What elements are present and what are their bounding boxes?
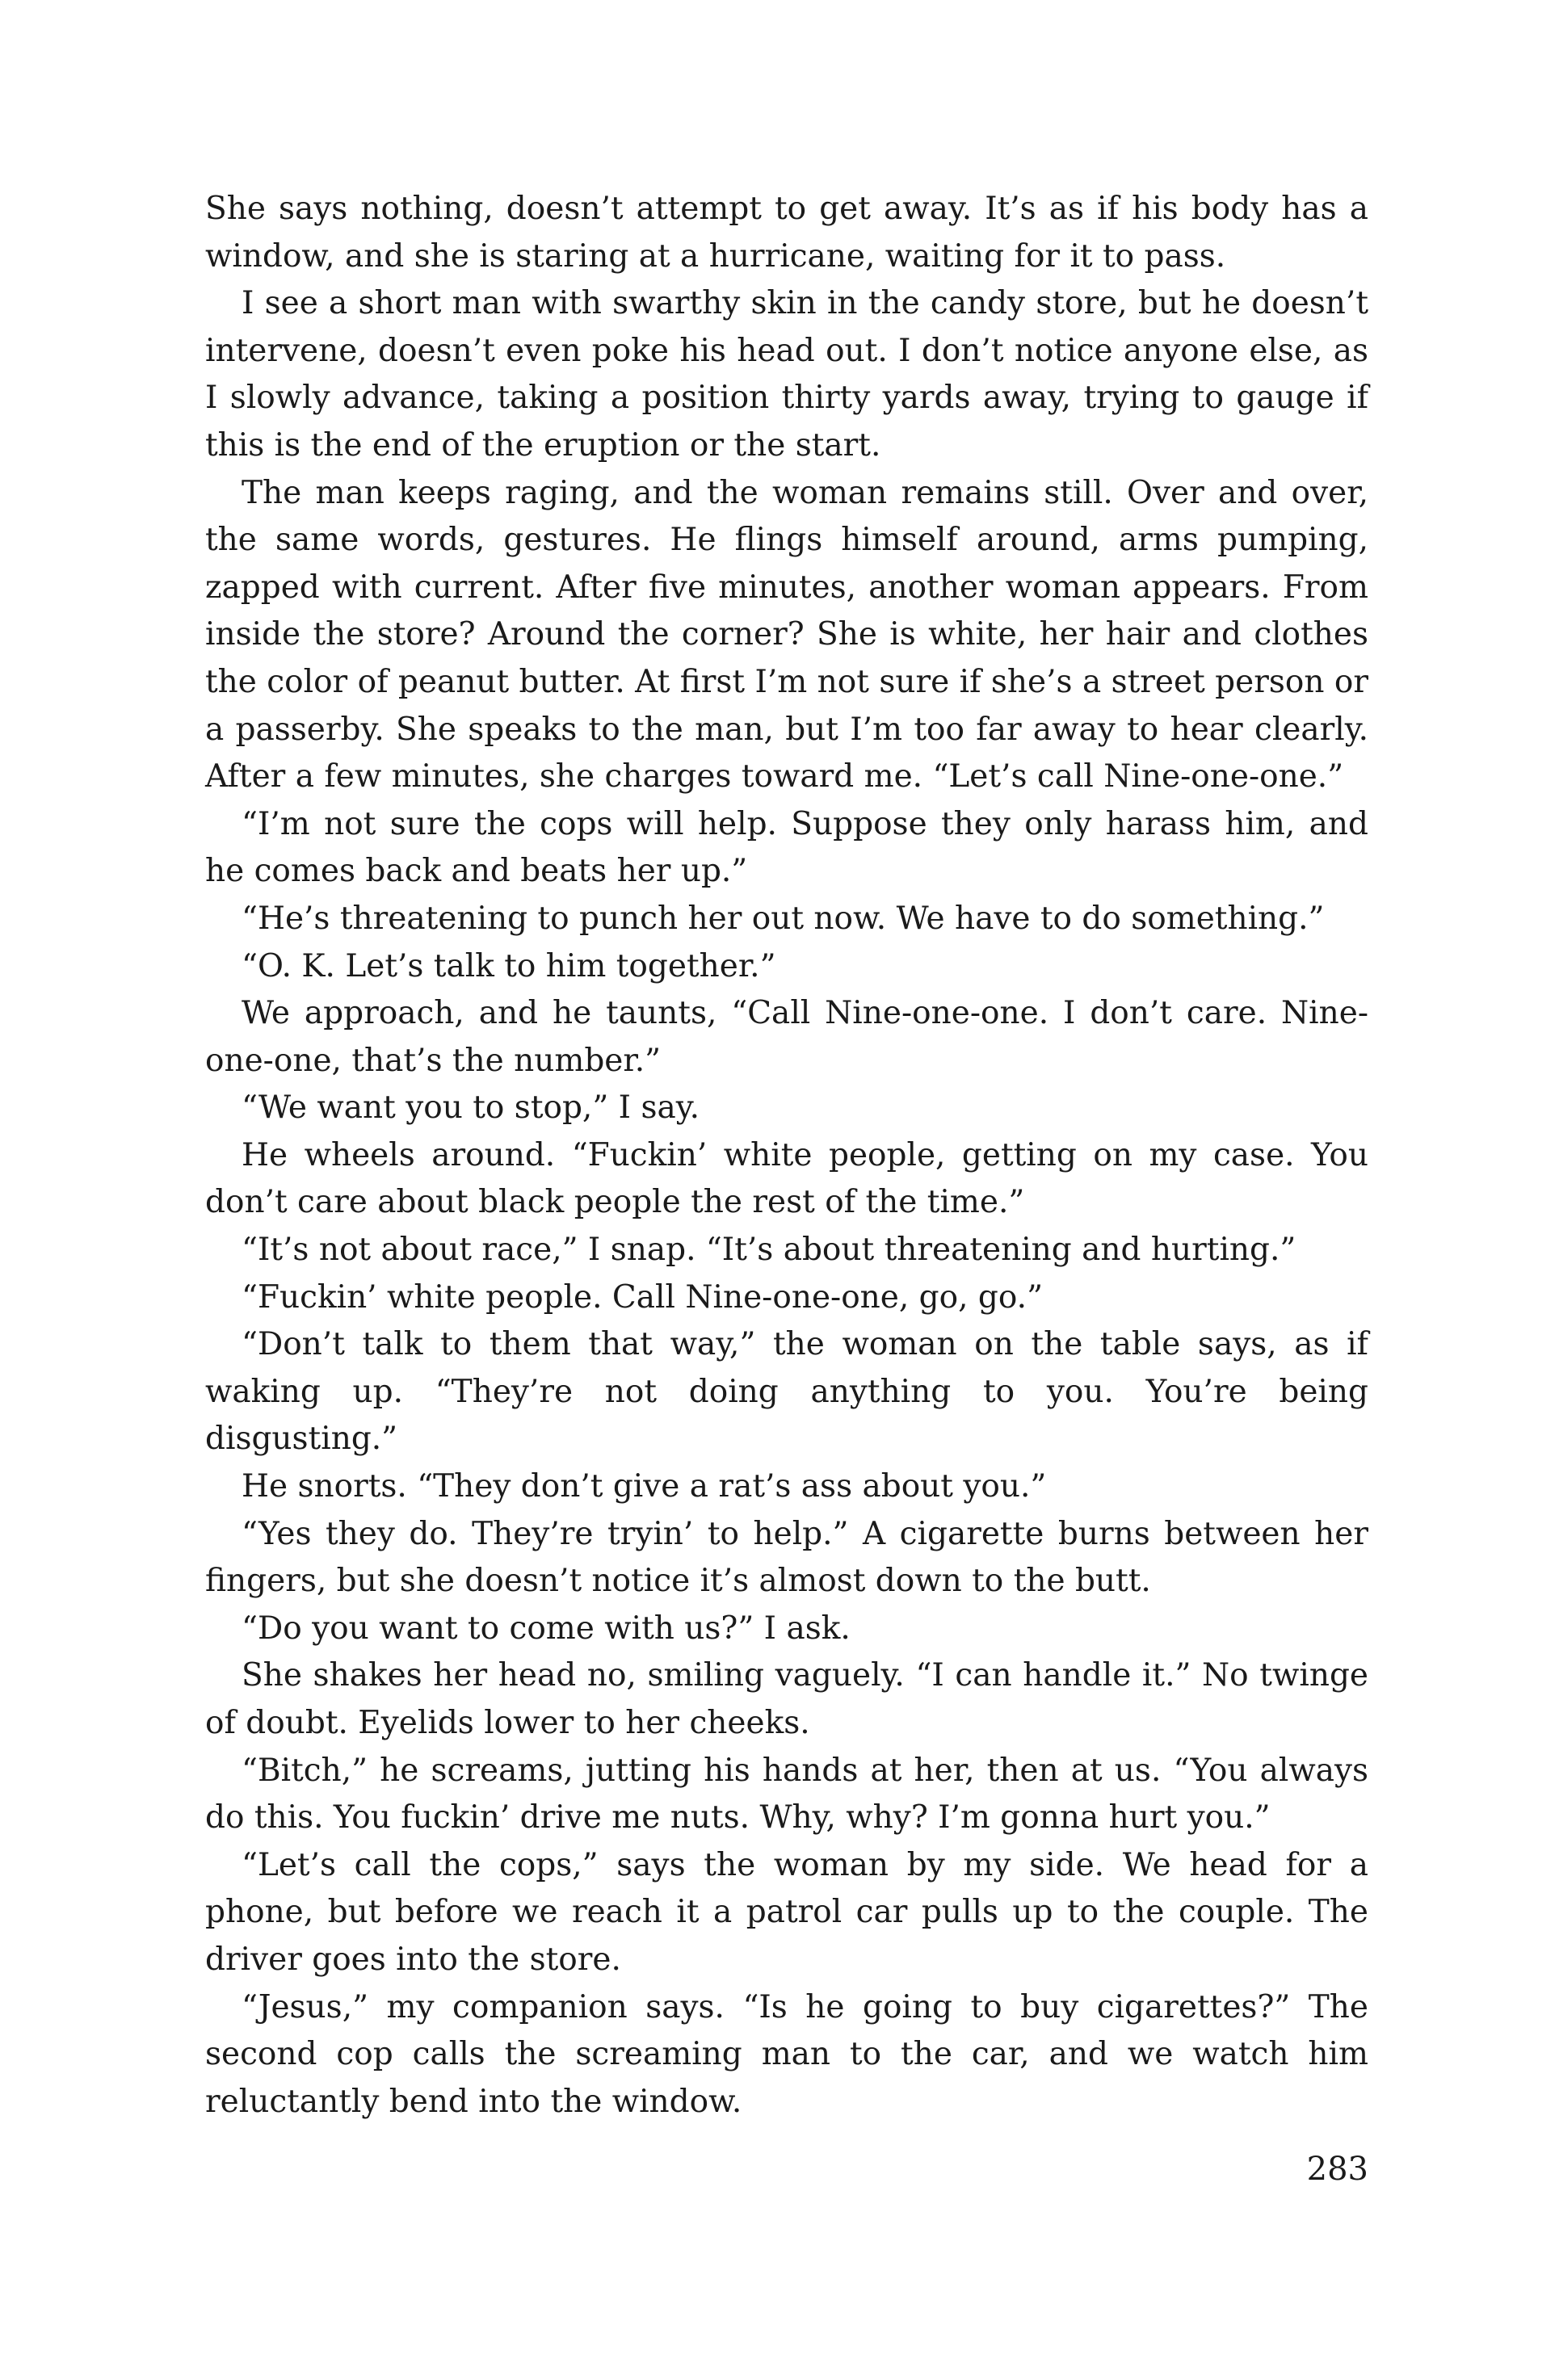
body-text: [205, 186, 1368, 2126]
paragraph: “Fuckin’ white people. Call Nine-one-one, go, go.”: [242, 1278, 1044, 1316]
paragraph: “Do you want to come with us?” I ask.: [242, 1610, 851, 1647]
paragraph: We approach, and he taunts, “Call Nine-one-one. I don’t care. Nine-one-one, that’s the number.”: [205, 995, 1368, 1079]
paragraph: The man keeps raging, and the woman remains still. Over and over, the same words, gestures. He flings himself around, arms pumping, zapped with current. After five minutes, another woman appears. From inside the store? Around the corner? She is white, her hair and clothes the color of peanut butter. At first I’m not sure if she’s a street person or a passerby. She speaks to the man, but I’m too far away to hear clearly. After a few minutes, she charges toward me. “Let’s call Nine-one-one.”: [205, 474, 1368, 795]
paragraph: “I’m not sure the cops will help. Suppose they only harass him, and he comes back and beats her up.”: [205, 805, 1368, 890]
paragraph: “He’s threatening to punch her out now. We have to do something.”: [242, 900, 1325, 937]
paragraph: “Yes they do. They’re tryin’ to help.” A cigarette burns between her fingers, but she doesn’t notice it’s almost down to the butt.: [205, 1515, 1368, 1600]
paragraph: “Let’s call the cops,” says the woman by my side. We head for a phone, but before we reach it a patrol car pulls up to the couple. The driver goes into the store.: [205, 1846, 1368, 1978]
paragraph: “Jesus,” my companion says. “Is he going to buy cigarettes?” The second cop calls the screaming man to the car, and we watch him reluctantly bend into the window.: [205, 1988, 1368, 2120]
paragraph: He wheels around. “Fuckin’ white people, getting on my case. You don’t care about black people the rest of the time.”: [205, 1136, 1368, 1221]
paragraph: She shakes her head no, smiling vaguely. “I can handle it.” No twinge of doubt. Eyelids lower to her cheeks.: [205, 1657, 1368, 1741]
paragraph: “Bitch,” he screams, jutting his hands at her, then at us. “You always do this. You fuckin’ drive me nuts. Why, why? I’m gonna hurt you.”: [205, 1752, 1368, 1836]
paragraph: I see a short man with swarthy skin in the candy store, but he doesn’t intervene, doesn’t even poke his head out. I don’t notice anyone else, as I slowly advance, taking a position thirty yards away, trying to gauge if this is the end of the eruption or the start.: [205, 285, 1368, 464]
paragraph: He snorts. “They don’t give a rat’s ass about you.”: [242, 1468, 1047, 1505]
paragraph: “It’s not about race,” I snap. “It’s about threatening and hurting.”: [242, 1232, 1296, 1269]
paragraph: “O. K. Let’s talk to him together.”: [242, 947, 776, 984]
paragraph: “We want you to stop,” I say.: [242, 1089, 700, 1127]
page-number: 283: [1306, 2151, 1368, 2188]
paragraph: She says nothing, doesn’t attempt to get away. It’s as if his body has a window, and she is staring at a hurricane, waiting for it to pass.: [205, 191, 1368, 275]
paragraph: “Don’t talk to them that way,” the woman on the table says, as if waking up. “They’re not doing anything to you. You’re being disgusting.”: [205, 1326, 1368, 1458]
